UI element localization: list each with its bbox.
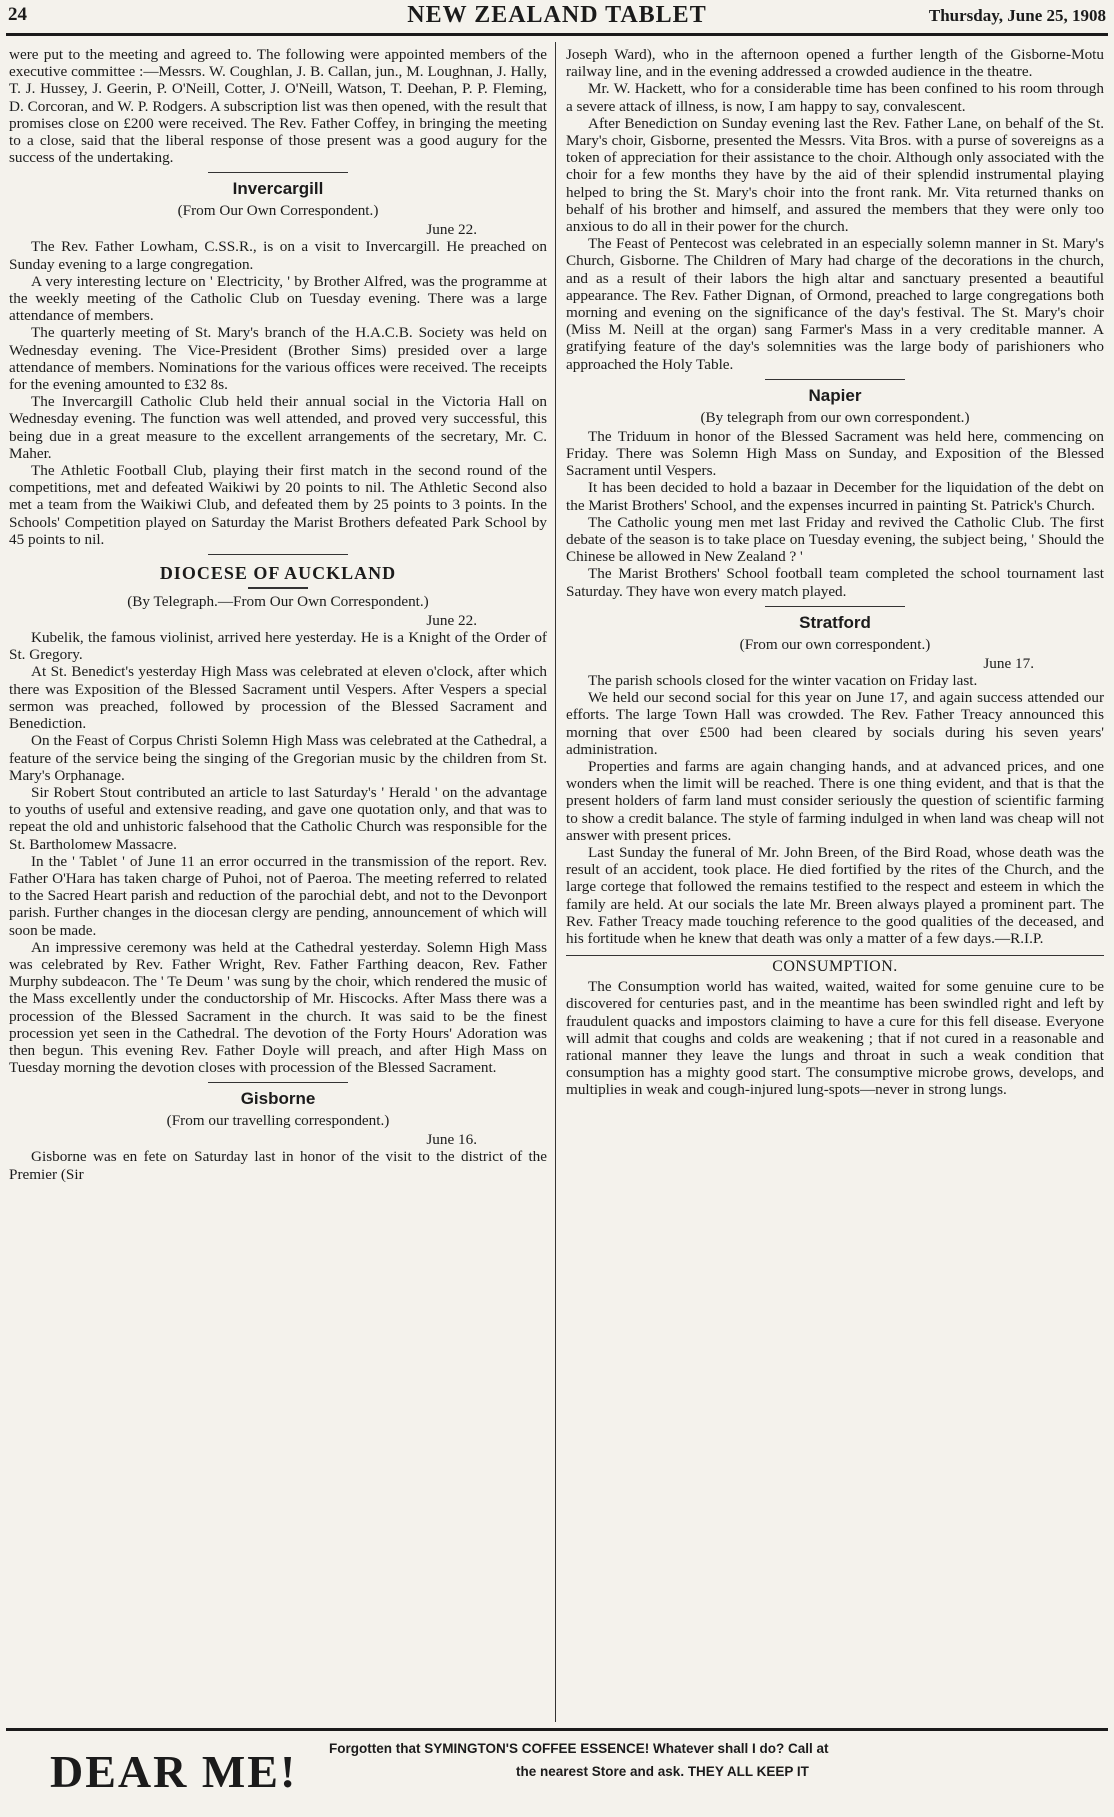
page-number: 24 [8,4,27,25]
stratford-date: June 17. [983,654,1034,672]
advertisement-line: the nearest Store and ask. THEY ALL KEEP IT [516,1764,809,1779]
auckland-paragraph: An impressive ceremony was held at the Cathedral yesterday. Solemn High Mass was celebrated by Rev. Father Wright, Rev. Father Farthing deacon, Rev. Father Murphy subdeacon. The ' Te Deum ' was sung by the choir, which rendered the music of the Mass excellently under the conductorship of Mr. Hiscocks. After Mass there was a procession of the Blessed Sacrament in the church. It was said to be the finest procession yet seen in the Cathedral. The devotion of the Forty Hours' Adoration was then begun. This evening Rev. Father Doyle will preach, and after High Mass on Tuesday morning the devotion closes with procession of the Blessed Sacrament. [9,938,547,1077]
napier-heading: Napier [808,385,862,405]
gisborne-continued-paragraph: After Benediction on Sunday evening last the Rev. Father Lane, on behalf of the St. Mary's choir, Gisborne, presented the Messrs. Vita Bros. with a purse of sovereigns as a token of appreciation for their assistance to the choir. Although only associated with the choir for a few months they have by the aid of their splendid instrumental playing helped to bring the St. Mary's choir into the front rank. Mr. Vita returned thanks on behalf of his brother and himself, and assured the members that they were only too anxious to do all in their power for the church. [566,114,1104,236]
stratford-paragraph: Last Sunday the funeral of Mr. John Breen, of the Bird Road, whose death was the result of an accident, took place. He died fortified by the rites of the Church, and the large cortege that followed the remains testified to the respect and esteem in which the family are held. At our socials the late Mr. Breen always played a prominent part. The Rev. Father Treacy made touching reference to the good qualities of the deceased, and his fortitude when he knew that death was only a matter of a few days.—R.I.P. [566,843,1104,947]
auckland-date: June 22. [426,612,477,630]
masthead-rule [6,33,1108,36]
invercargill-date: June 22. [426,221,477,239]
consumption-paragraph: The Consumption world has waited, waited, waited for some genuine cure to be discovered for centuries past, and in the meantime has been swindled right and left by fraudulent quacks and impostors claiming to have a cure for this fell disease. Everyone will admit that coughs and colds are weakening ; that if not cured in a reasonable and rational manner they leave the lungs and throat in such a weak condition that consumption has a mighty good start. The consumptive microbe grows, develops, and multiplies in weak and cough-injured lung-spots—never in strong lungs. [566,978,1104,1099]
napier-paragraph: The Catholic young men met last Friday and revived the Catholic Club. The first debate of the season is to take place on Tuesday evening, the subject being, ' Should the Chinese be allowed in New Zealand ? ' [566,513,1104,566]
consumption-heading: CONSUMPTION. [566,955,1104,976]
heading-underline [248,587,308,589]
issue-date: Thursday, June 25, 1908 [928,6,1106,25]
gisborne-continued-paragraph: Mr. W. Hackett, who for a considerable time has been confined to his room through a severe attack of illness, is now, I am happy to say, convalescent. [566,80,1104,115]
napier-paragraph: It has been decided to hold a bazaar in December for the liquidation of the debt on the Marist Brothers' School, and the expenses incurred in painting St. Patrick's Church. [566,479,1104,514]
napier-paragraph: The Triduum in honor of the Blessed Sacrament was held here, commencing on Friday. There was Solemn High Mass on Sunday, and Exposition of the Blessed Sacrament until Vespers. [566,427,1104,480]
section-rule [208,554,348,555]
newspaper-title: NEW ZEALAND TABLET [407,2,707,28]
section-rule [208,172,348,173]
stratford-paragraph: We held our second social for this year on June 17, and again success attended our efforts. The large Town Hall was crowded. The Rev. Father Treacy announced this morning that over £500 had been cleared by socials during his seven years' administration. [566,689,1104,758]
auckland-paragraph: Sir Robert Stout contributed an article to last Saturday's ' Herald ' on the advantage to youths of useful and extensive reading, and gave one quotation only, and that was to repeat the old and unhistoric falsehood that the Catholic Church was responsible for the St. Bartholomew Massacre. [9,783,547,853]
section-rule [765,606,905,607]
section-rule [765,379,905,380]
invercargill-source: (From Our Own Correspondent.) [177,202,379,220]
stratford-paragraph: The parish schools closed for the winter vacation on Friday last. [588,671,978,689]
stratford-heading: Stratford [799,612,871,632]
invercargill-paragraph: A very interesting lecture on ' Electricity, ' by Brother Alfred, was the programme at the weekly meeting of the Catholic Club on Tuesday evening. There was a large attendance of members. [9,272,547,325]
masthead [6,2,1108,36]
column-divider [555,42,556,1722]
auckland-paragraph: In the ' Tablet ' of June 11 an error occurred in the transmission of the report. Rev. Father O'Hara has taken charge of Puhoi, not of Paeroa. The meeting referred to related to the Sacred Heart parish and reduction of the parochial debt, and not to the Devonport parish. Further changes in the diocesan clergy are pending, announcement of which will soon be made. [9,852,547,939]
advertisement-banner [6,1728,1108,1813]
gisborne-paragraph: Gisborne was en fete on Saturday last in honor of the visit to the district of the Premier (Sir [9,1148,547,1183]
auckland-heading: DIOCESE OF AUCKLAND [159,563,397,584]
invercargill-paragraph: The quarterly meeting of St. Mary's branch of the H.A.C.B. Society was held on Wednesday evening. The Vice-President (Brother Sims) presided over a large attendance of members. Nominations for the various offices were received. The receipts for the evening amounted to £32 8s. [9,324,547,394]
advertisement-headline: DEAR ME! [50,1746,298,1797]
invercargill-paragraph: The Athletic Football Club, playing their first match in the second round of the competitions, met and defeated Waikiwi by 20 points to nil. The Athletic Second also met a team from the Waikiwi Club, and defeated them by 25 points to 3 points. In the Schools' Competition played on Saturday the Marist Brothers defeated Park School by 45 points to nil. [9,462,547,548]
section-rule [208,1082,348,1083]
gisborne-continued-paragraph: The Feast of Pentecost was celebrated in an especially solemn manner in St. Mary's Church, Gisborne. The Children of Mary had charge of the decorations in the church, and as a result of their labors the high altar and sanctuary presented a beautiful appearance. The Rev. Father Dignan, of Ormond, preached to large congregations both morning and evening on the significance of the day's festival. The St. Mary's choir (Miss M. Neill at the organ) sang Farmer's Mass in a very creditable manner. A gratifying feature of the day's solemnities was the large body of parishioners who approached the Holy Table. [566,235,1104,373]
napier-source: (By telegraph from our own correspondent.) [700,408,970,426]
gisborne-date: June 16. [426,1131,477,1149]
napier-paragraph: The Marist Brothers' School football team completed the school tournament last Saturday. They have won every match played. [566,565,1104,600]
stratford-paragraph: Properties and farms are again changing hands, and at advanced prices, and one wonders when the limit will be reached. There is one thing evident, and that is that the present holders of farm land must consider seriously the question of scientific farming to show a credit balance. The style of farming indulged in when land was cheap will not answer with present prices. [566,757,1104,844]
gisborne-heading: Gisborne [240,1089,316,1109]
stratford-source: (From our own correspondent.) [739,635,931,653]
invercargill-paragraph: The Invercargill Catholic Club held their annual social in the Victoria Hall on Wednesday evening. The function was well attended, and proved very successful, this being due in a great measure to the excellent arrangements of the secretary, Mr. C. Maher. [9,393,547,462]
left-column [9,46,547,1721]
invercargill-heading: Invercargill [232,179,324,199]
auckland-paragraph: On the Feast of Corpus Christi Solemn High Mass was celebrated at the Cathedral, a feature of the service being the singing of the Gregorian music by the children from St. Mary's Orphanage. [9,732,547,784]
advertisement-line: Forgotten that SYMINGTON'S COFFEE ESSENCE! Whatever shall I do? Call at [329,1741,829,1756]
intro-paragraph: were put to the meeting and agreed to. The following were appointed members of the executive committee :—Messrs. W. Coughlan, J. B. Callan, jun., M. Loughnan, J. Hally, T. J. Hussey, J. Geerin, P. O'Neill, Cotter, J. O'Neill, Watson, T. Deehan, P. P. Fleming, D. Corcoran, and W. P. Rodgers. A subscription list was then opened, with the result that promises close on £200 were received. The Rev. Father Coffey, in bringing the meeting to a close, said that the liberal response of those present was a good augury for the success of the undertaking. [9,46,547,167]
auckland-paragraph: Kubelik, the famous violinist, arrived here yesterday. He is a Knight of the Order of St. Gregory. [9,629,547,664]
auckland-source: (By Telegraph.—From Our Own Correspondent.) [127,593,429,611]
right-column [566,46,1104,1721]
gisborne-source: (From our travelling correspondent.) [166,1112,390,1130]
auckland-paragraph: At St. Benedict's yesterday High Mass was celebrated at eleven o'clock, after which there was Exposition of the Blessed Sacrament until Vespers. After Vespers a special sermon was preached, followed by procession of the Blessed Sacrament and Benediction. [9,663,547,733]
invercargill-paragraph: The Rev. Father Lowham, C.SS.R., is on a visit to Invercargill. He preached on Sunday evening to a large congregation. [9,238,547,273]
gisborne-continued-paragraph: Joseph Ward), who in the afternoon opened a further length of the Gisborne-Motu railway line, and in the evening addressed a crowded audience in the theatre. [566,46,1104,81]
